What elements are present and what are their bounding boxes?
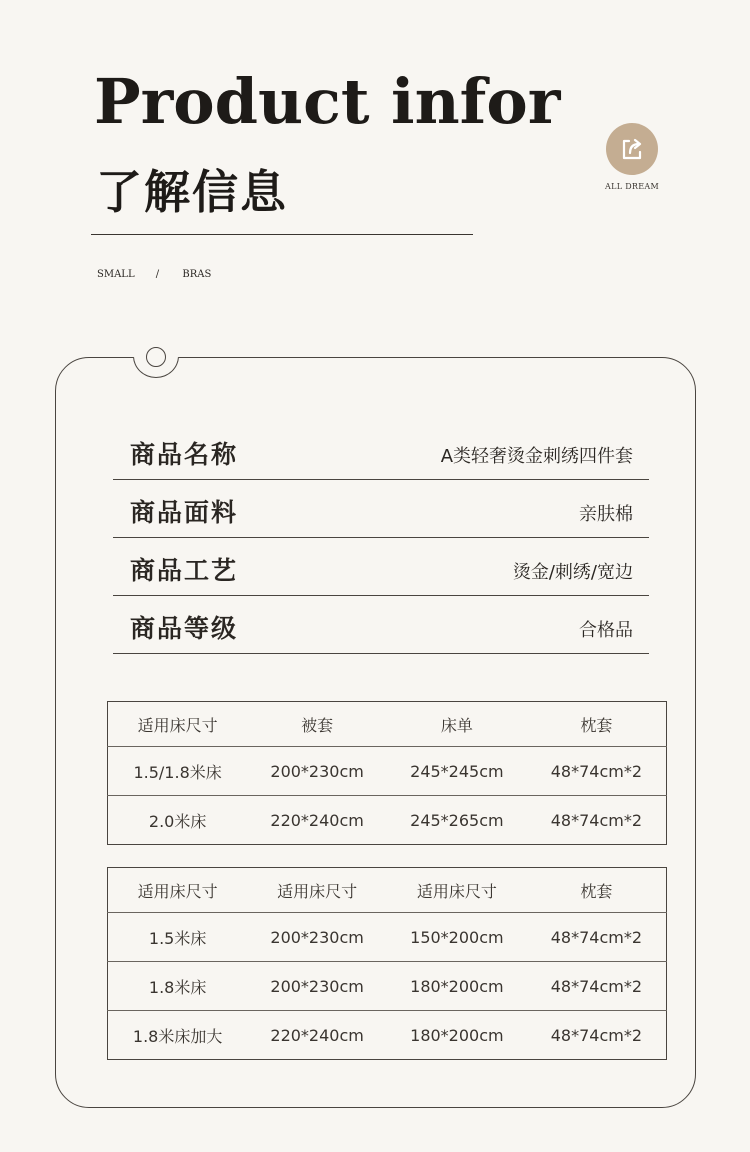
table-cell: 180*200cm [387,1011,527,1060]
breadcrumb [97,269,211,280]
table-header-cell: 适用床尺寸 [137,881,218,901]
card-hanger-hole [146,347,166,367]
table-cell: 48*74cm*2 [527,747,667,796]
breadcrumb-item: SMALL [97,269,135,280]
title-divider [91,234,473,235]
table-cell: 220*240cm [247,1011,387,1060]
table-cell: 1.8米床 [108,962,248,1011]
info-row-grade [113,595,649,654]
table-header-cell: 适用床尺寸 [137,715,218,735]
table-header-cell: 枕套 [580,715,613,735]
table-cell: 48*74cm*2 [527,962,667,1011]
table-row [108,796,667,845]
breadcrumb-item: BRAS [182,269,212,280]
table-cell: 48*74cm*2 [527,1011,667,1060]
table-cell: 220*240cm [247,796,387,845]
table-row [108,1011,667,1060]
table-header-cell: 床单 [440,715,473,735]
table-cell: 245*265cm [387,796,527,845]
share-icon [617,134,647,164]
table-cell: 1.8米床加大 [108,1011,248,1060]
table-cell: 48*74cm*2 [527,796,667,845]
table-header-row [108,702,667,747]
brand-logo [606,123,658,175]
info-row-fabric [113,479,649,538]
table-header-cell: 适用床尺寸 [277,881,358,901]
table-row [108,747,667,796]
table-cell: 48*74cm*2 [527,913,667,962]
table-cell: 245*245cm [387,747,527,796]
info-row-name [113,421,649,480]
table-cell: 1.5/1.8米床 [108,747,248,796]
table-header-cell: 适用床尺寸 [416,881,497,901]
table-header-row [108,868,667,913]
table-row [108,962,667,1011]
breadcrumb-separator: / [155,269,160,280]
table-header-cell: 枕套 [580,881,613,901]
info-value: 亲肤棉 [579,504,633,525]
info-value: 合格品 [579,620,633,641]
table-header-cell: 被套 [301,715,334,735]
info-label: 商品名称 [130,440,239,469]
table-cell: 1.5米床 [108,913,248,962]
table-cell: 180*200cm [387,962,527,1011]
info-label: 商品等级 [130,614,239,643]
info-row-craft [113,537,649,596]
brand-name: ALL DREAM [605,182,659,191]
table-cell: 2.0米床 [108,796,248,845]
size-table-2 [107,867,667,1060]
table-cell: 200*230cm [247,913,387,962]
info-value: 烫金/刺绣/宽边 [512,562,633,583]
info-value: A类轻奢烫金刺绣四件套 [440,446,633,467]
page-title: Product infor [94,65,561,138]
table-cell: 200*230cm [247,747,387,796]
info-label: 商品面料 [130,498,239,527]
info-label: 商品工艺 [130,556,239,585]
table-cell: 150*200cm [387,913,527,962]
page-subtitle: 了解信息 [96,165,288,219]
size-table-1 [107,701,667,845]
table-cell: 200*230cm [247,962,387,1011]
table-row [108,913,667,962]
